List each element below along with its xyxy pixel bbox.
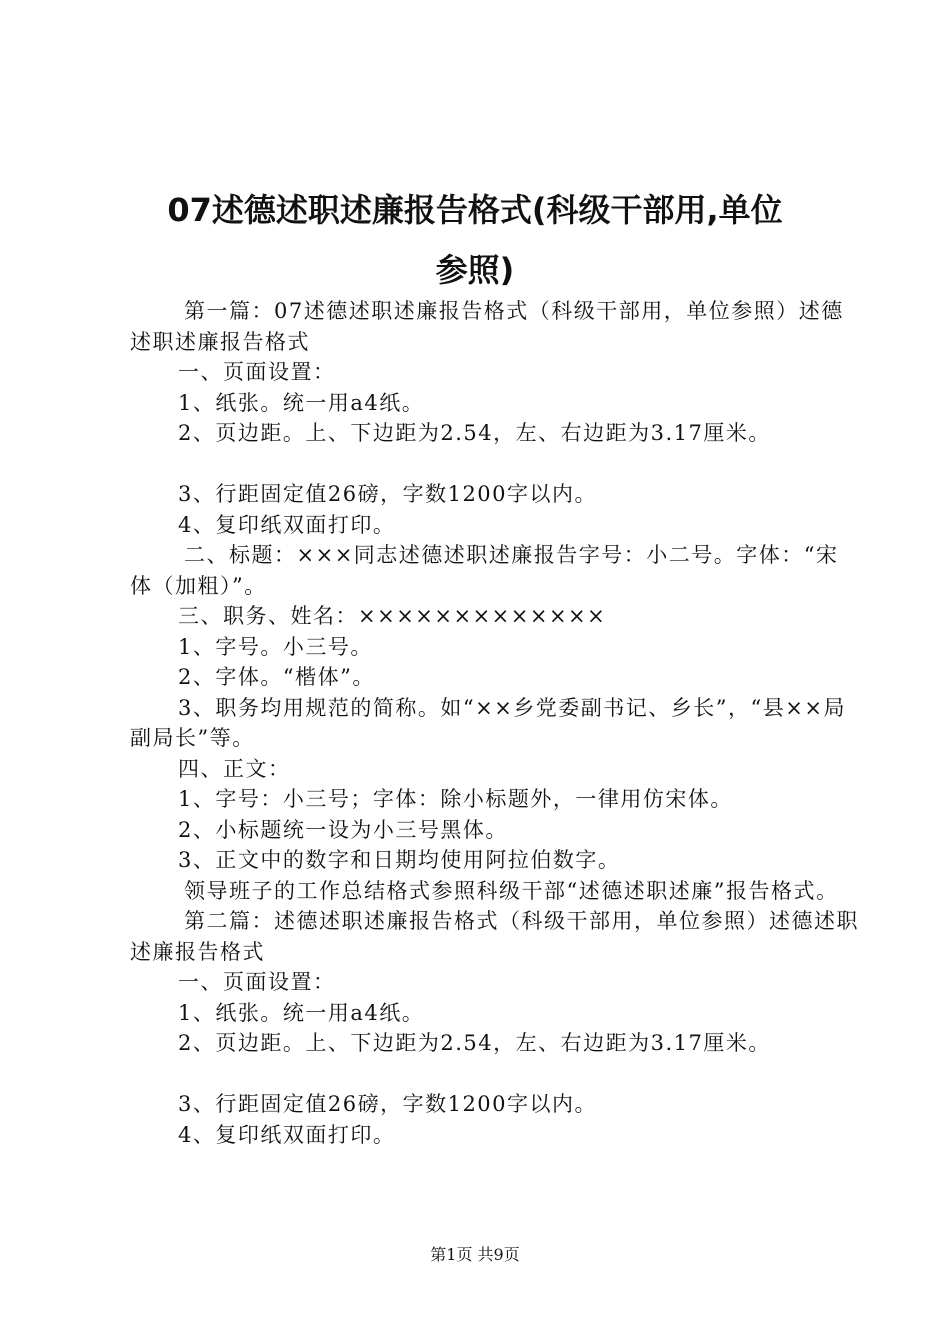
document-body: [130, 296, 860, 1150]
blank-line: [130, 449, 860, 480]
paragraph: 第二篇：述德述职述廉报告格式（科级干部用，单位参照）述德述职述廉报告格式: [130, 909, 859, 964]
paragraph: 第一篇：07述德述职述廉报告格式（科级干部用，单位参照）述德述职述廉报告格式: [130, 299, 844, 354]
paragraph: 2、小标题统一设为小三号黑体。: [178, 817, 508, 842]
paragraph: 三、职务、姓名：×××××××××××××: [178, 604, 607, 628]
document-title: [120, 180, 830, 300]
paragraph: 3、职务均用规范的简称。如“××乡党委副书记、乡长”，“县××局副局长”等。: [130, 695, 846, 750]
paragraph: 1、纸张。统一用a4纸。: [178, 1000, 425, 1025]
paragraph: 3、正文中的数字和日期均使用阿拉伯数字。: [178, 848, 621, 872]
paragraph: 2、字体。“楷体”。: [178, 665, 375, 689]
paragraph: 1、纸张。统一用a4纸。: [178, 390, 425, 415]
paragraph: 4、复印纸双面打印。: [178, 512, 396, 537]
paragraph: 2、页边距。上、下边距为2.54，左、右边距为3.17厘米。: [178, 421, 771, 445]
paragraph: 1、字号。小三号。: [178, 634, 373, 659]
title-line-2: 参照): [435, 251, 515, 289]
title-line-1: 07述德述职述廉报告格式(科级干部用,单位: [167, 191, 783, 229]
paragraph: 4、复印纸双面打印。: [178, 1122, 396, 1147]
paragraph: 3、行距固定值26磅，字数1200字以内。: [178, 1092, 598, 1116]
paragraph: 四、正文：: [178, 756, 291, 781]
paragraph: 二、标题：×××同志述德述职述廉报告字号：小二号。字体：“宋体（加粗）”。: [130, 543, 839, 598]
paragraph: 领导班子的工作总结格式参照科级干部“述德述职述廉”报告格式。: [184, 878, 839, 903]
paragraph: 一、页面设置：: [178, 970, 336, 994]
paragraph: 3、行距固定值26磅，字数1200字以内。: [178, 482, 598, 506]
paragraph: 1、字号：小三号；字体：除小标题外，一律用仿宋体。: [178, 787, 733, 811]
paragraph: 2、页边距。上、下边距为2.54，左、右边距为3.17厘米。: [178, 1031, 771, 1055]
paragraph: 一、页面设置：: [178, 360, 336, 384]
blank-line: [130, 1059, 860, 1090]
page-footer: 第1页 共9页: [430, 1245, 520, 1264]
